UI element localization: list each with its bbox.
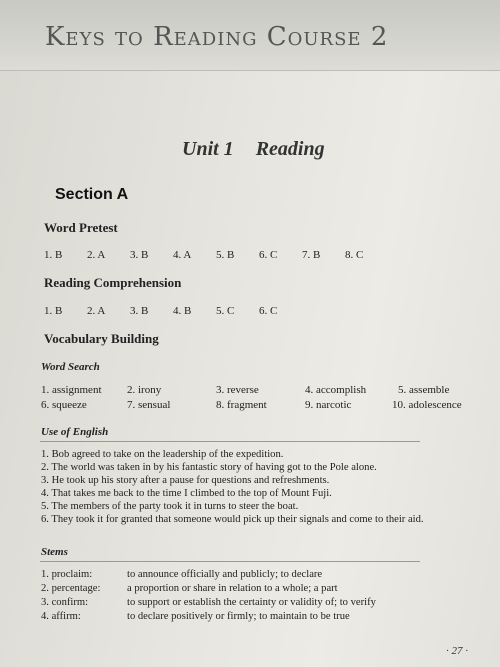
answer: 2. A [87, 249, 106, 261]
word-search-item: 8. fragment [216, 399, 267, 411]
word-search-item: 10. adolescence [392, 399, 462, 411]
word-search-heading: Word Search [41, 361, 100, 373]
stem-definition: to declare positively or firmly; to maintain to be true [127, 611, 350, 622]
answer: 4. A [173, 249, 192, 261]
sentence: 6. They took it for granted that someone would pick up their signals and come to their aid. [41, 514, 424, 526]
sentence: 1. Bob agreed to take on the leadership of the expedition. [41, 449, 284, 460]
divider [40, 441, 420, 442]
answer: 1. B [44, 249, 63, 261]
stem-term: 3. confirm: [41, 597, 89, 608]
word-search-item: 7. sensual [127, 399, 171, 411]
answer: 3. B [130, 305, 149, 317]
sentence: 2. The world was taken in by his fantastic story of having got to the Pole alone. [41, 462, 377, 474]
stems-heading: Stems [41, 546, 68, 558]
answer: 2. A [87, 305, 106, 317]
answer: 5. C [216, 305, 235, 317]
word-search-item: 6. squeeze [41, 399, 87, 411]
sentence: 4. That takes me back to the time I climbed to the top of Mount Fuji. [41, 488, 332, 500]
word-pretest-answers [44, 249, 388, 261]
word-search-item: 9. narcotic [305, 399, 352, 411]
page-number: · 27 · [446, 645, 468, 657]
stem-definition: to announce officially and publicly; to declare [127, 569, 323, 580]
answer: 7. B [302, 249, 321, 261]
sentence: 5. The members of the party took it in turns to steer the boat. [41, 501, 299, 513]
unit-title [182, 138, 347, 161]
word-search-item: 2. irony [127, 384, 162, 396]
stem-term: 1. proclaim: [41, 569, 93, 580]
vocabulary-building-heading: Vocabulary Building [44, 331, 159, 346]
use-of-english-sentences [41, 448, 424, 527]
answer: 8. C [345, 249, 364, 261]
answer: 3. B [130, 249, 149, 261]
answer: 6. C [259, 249, 278, 261]
use-of-english-heading: Use of English [41, 426, 109, 438]
word-search-item: 4. accomplish [305, 384, 367, 396]
answer: 5. B [216, 249, 235, 261]
unit-label: Unit 1 [182, 138, 234, 160]
word-search-item: 1. assignment [41, 384, 102, 396]
reading-comprehension-heading: Reading Comprehension [44, 275, 182, 290]
reading-comprehension-answers [44, 305, 302, 317]
answer: 1. B [44, 305, 63, 317]
section-title: Section A [55, 186, 129, 203]
unit-name: Reading [255, 138, 325, 160]
stem-term: 4. affirm: [41, 611, 81, 622]
divider [40, 561, 420, 562]
stem-term: 2. percentage: [41, 583, 101, 594]
word-pretest-heading: Word Pretest [44, 220, 118, 235]
stem-definition: a proportion or share in relation to a whole; a part [127, 583, 338, 594]
sentence: 3. He took up his story after a pause for questions and refreshments. [41, 475, 330, 487]
answer: 4. B [173, 305, 192, 317]
answer: 6. C [259, 305, 278, 317]
stem-definition: to support or establish the certainty or validity of; to verify [127, 597, 376, 608]
word-search-item: 3. reverse [216, 384, 259, 396]
book-title: Keys to Reading Course 2 [45, 22, 389, 52]
word-search-item: 5. assemble [398, 384, 450, 396]
